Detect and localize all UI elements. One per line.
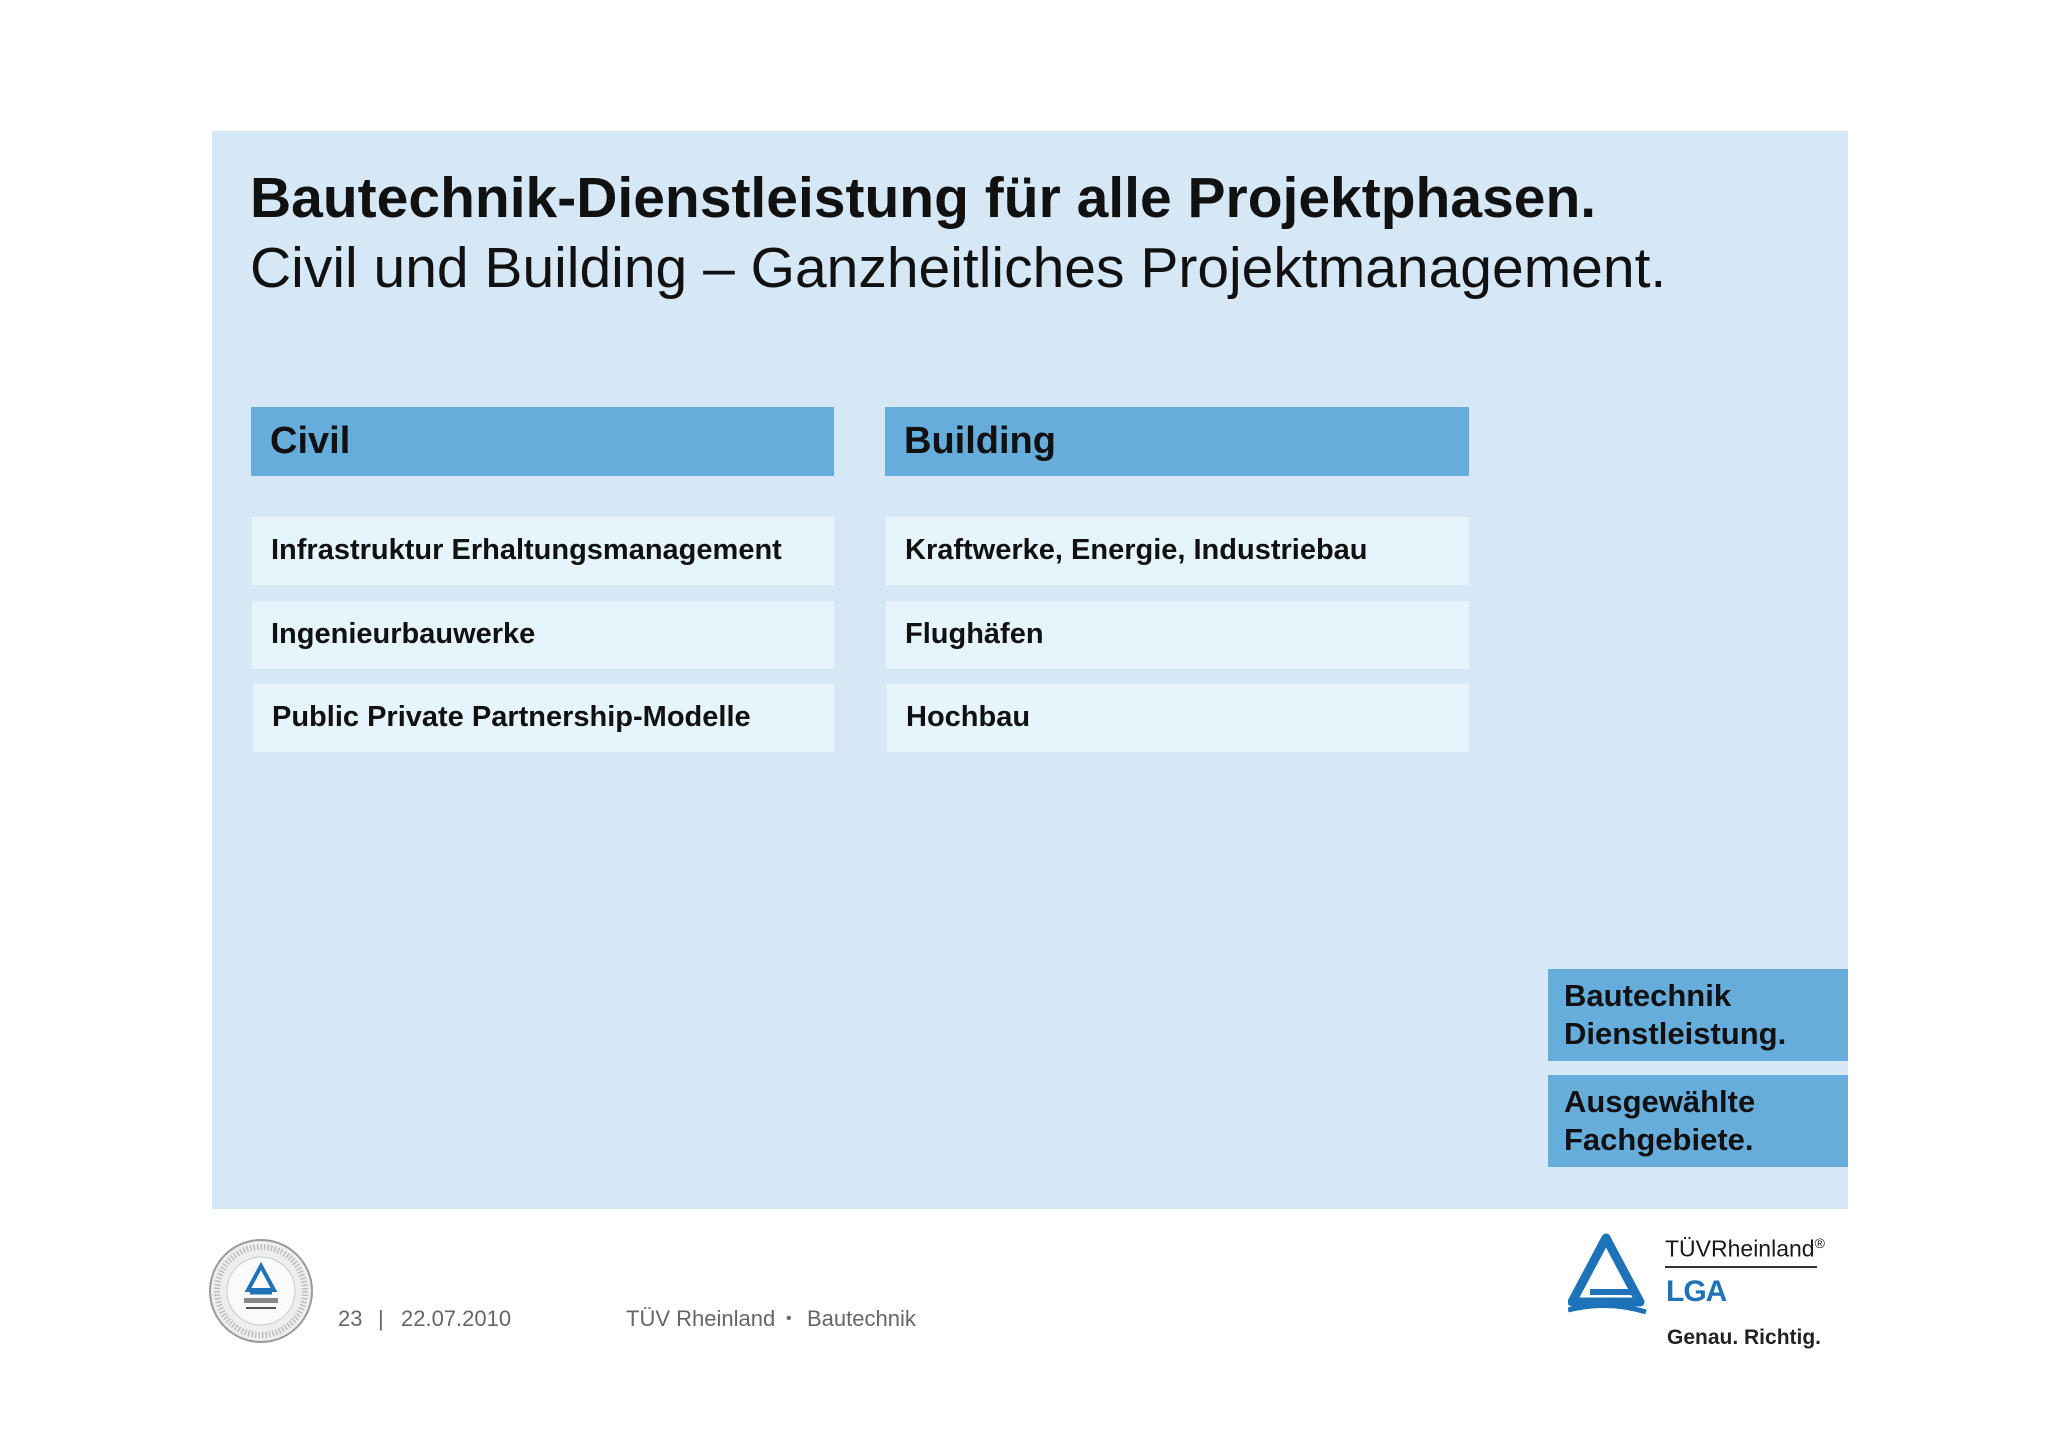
tab-bautechnik-dienstleistung[interactable] <box>1548 969 1848 1061</box>
tab-label-line: Bautechnik <box>1564 978 1732 1013</box>
slide-title-block <box>250 163 1810 303</box>
footer-bullet: • <box>786 1310 792 1327</box>
slide-title: Bautechnik-Dienstleistung für alle Projektphasen. <box>250 166 1597 230</box>
list-item: Infrastruktur Erhaltungsmanagement <box>252 517 834 585</box>
tab-label-line: Fachgebiete. <box>1564 1122 1754 1157</box>
tab-label-line: Ausgewählte <box>1564 1084 1756 1119</box>
slide-subtitle: Civil und Building – Ganzheitliches Projektmanagement. <box>250 236 1667 300</box>
logo-divider <box>1665 1266 1817 1268</box>
list-item: Flughäfen <box>886 601 1469 669</box>
list-item: Hochbau <box>887 684 1469 752</box>
logo-claim-text: Genau. Richtig. <box>1667 1326 1822 1349</box>
tab-label-line: Dienstleistung. <box>1564 1016 1787 1051</box>
footer-separator: | <box>378 1306 384 1331</box>
list-item: Ingenieurbauwerke <box>252 601 834 669</box>
list-item: Public Private Partnership-Modelle <box>253 684 834 752</box>
logo-lga-text: LGA <box>1666 1275 1727 1308</box>
certification-seal-icon <box>208 1238 314 1344</box>
column-header-building: Building <box>885 407 1469 476</box>
tab-ausgewaehlte-fachgebiete[interactable] <box>1548 1075 1848 1167</box>
footer-section: Bautechnik <box>807 1306 916 1331</box>
logo-brand-text: TÜVRheinland® <box>1665 1235 1825 1262</box>
page-number: 23 <box>338 1306 363 1331</box>
list-item: Kraftwerke, Energie, Industriebau <box>886 517 1469 585</box>
column-header-civil: Civil <box>251 407 834 476</box>
footer-date: 22.07.2010 <box>401 1306 512 1331</box>
footer-company: TÜV Rheinland <box>626 1306 776 1331</box>
